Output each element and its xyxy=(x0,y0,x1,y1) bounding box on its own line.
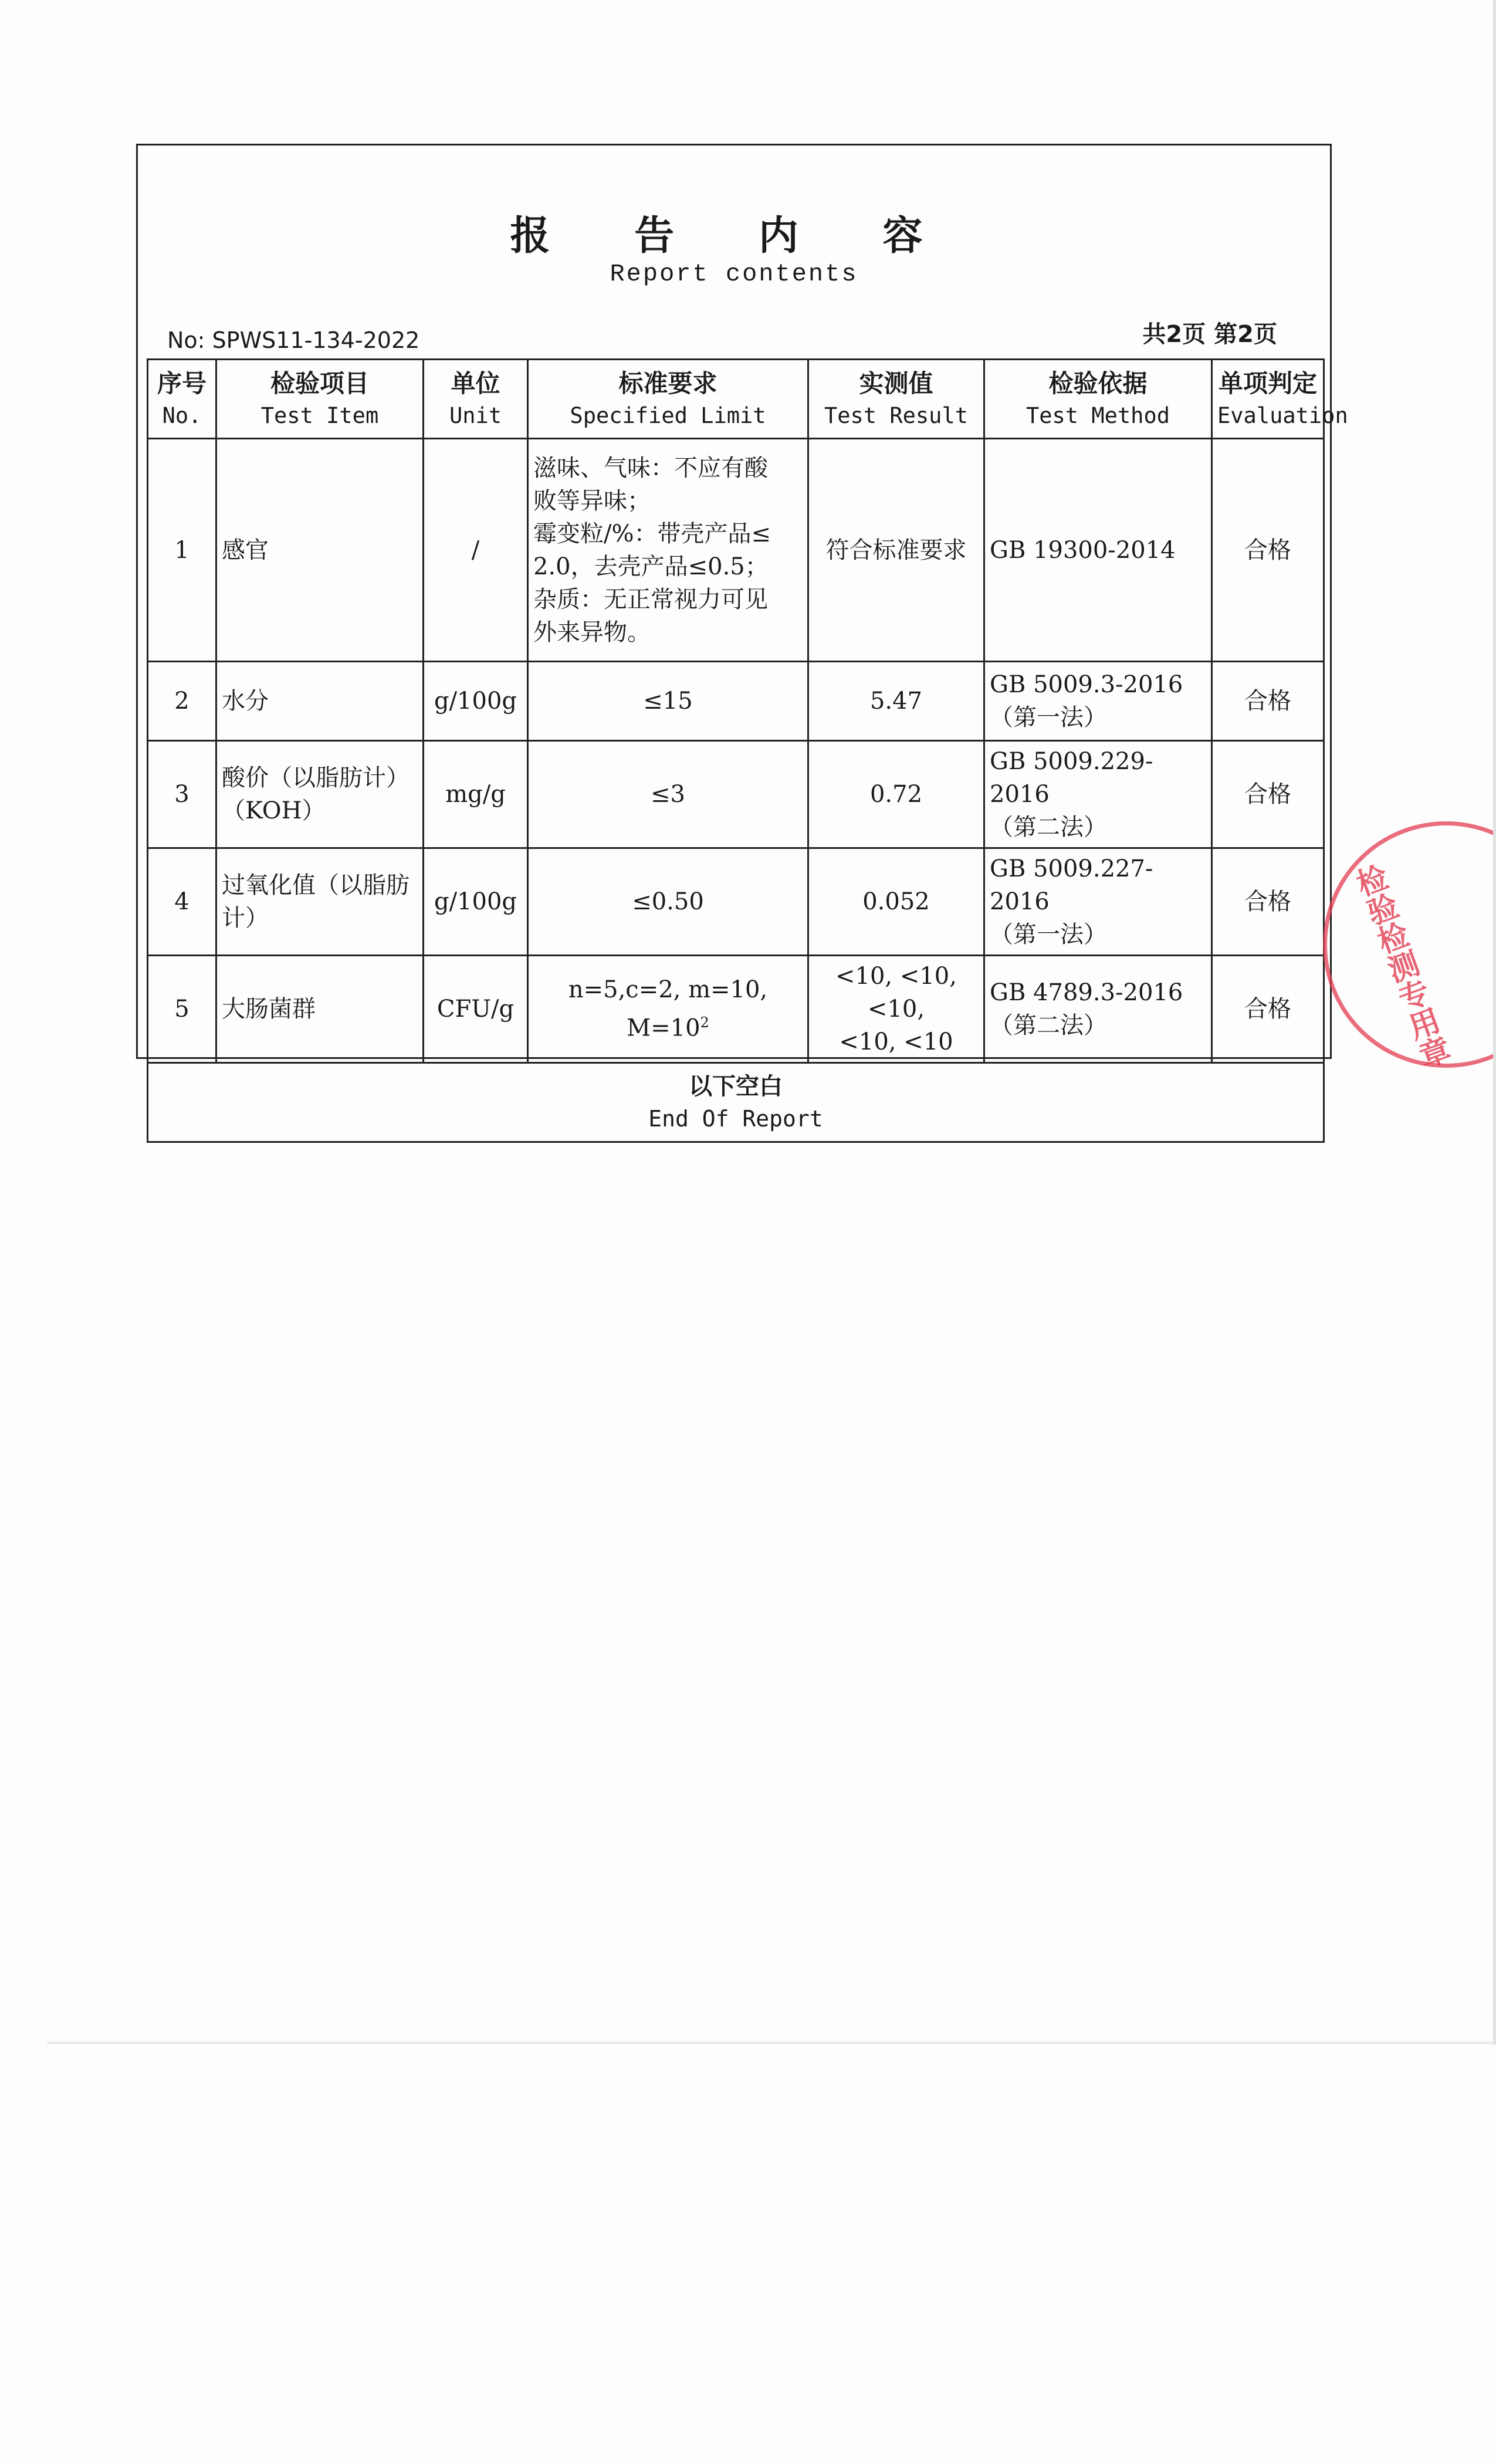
table-header-row xyxy=(148,360,1324,439)
row-item: 大肠菌群 xyxy=(216,956,424,1063)
table-row xyxy=(148,848,1324,956)
end-of-report: 以下空白 End Of Report xyxy=(148,1063,1324,1142)
table-footer-row xyxy=(148,1063,1324,1142)
row-result: 符合标准要求 xyxy=(808,439,984,662)
row-result: 0.052 xyxy=(808,848,984,956)
col-header-unit: 单位 Unit xyxy=(424,360,528,439)
page-info: 共2页 第2页 xyxy=(1142,321,1277,348)
row-unit: / xyxy=(424,439,528,662)
scan-edge-line xyxy=(47,2042,1496,2044)
table-row xyxy=(148,741,1324,848)
row-item: 感官 xyxy=(216,439,424,662)
row-limit: ≤15 xyxy=(528,662,808,741)
row-no: 2 xyxy=(148,662,216,741)
row-result: 5.47 xyxy=(808,662,984,741)
col-header-item: 检验项目 Test Item xyxy=(216,360,424,439)
row-unit: g/100g xyxy=(424,848,528,956)
row-no: 4 xyxy=(148,848,216,956)
report-title-cn: 报 告 内 容 xyxy=(510,213,958,259)
row-method: GB 5009.229-2016 （第二法） xyxy=(984,741,1212,848)
row-unit: CFU/g xyxy=(424,956,528,1063)
table-row xyxy=(148,662,1324,741)
table-row xyxy=(148,956,1324,1063)
row-unit: mg/g xyxy=(424,741,528,848)
row-limit: 滋味、气味：不应有酸 败等异味； 霉变粒/%：带壳产品≤ 2.0，去壳产品≤0.5； 杂质：无正常视力可见 外来异物。 xyxy=(528,439,808,662)
row-item: 过氧化值（以脂肪 计） xyxy=(216,848,424,956)
row-evaluation: 合格 xyxy=(1212,741,1324,848)
row-limit: n=5,c=2, m=10, $M=10^2$ xyxy=(528,956,808,1063)
row-evaluation: 合格 xyxy=(1212,439,1324,662)
row-item: 酸价（以脂肪计） （KOH） xyxy=(216,741,424,848)
row-no: 1 xyxy=(148,439,216,662)
row-no: 3 xyxy=(148,741,216,848)
report-frame xyxy=(136,144,1348,1132)
col-header-no: 序号 No. xyxy=(148,360,216,439)
results-table xyxy=(147,358,1348,1143)
row-method: GB 19300-2014 xyxy=(984,439,1212,662)
row-result: 0.72 xyxy=(808,741,984,848)
stamp-text: 检验检测专用章 xyxy=(1347,861,1454,1074)
row-item: 水分 xyxy=(216,662,424,741)
row-evaluation: 合格 xyxy=(1212,662,1324,741)
scan-side-line xyxy=(1493,0,1496,2045)
col-header-method: 检验依据 Test Method xyxy=(984,360,1212,439)
row-result: <10, <10, <10, <10, <10 xyxy=(808,956,984,1063)
table-row xyxy=(148,439,1324,662)
col-header-limit: 标准要求 Specified Limit xyxy=(528,360,808,439)
report-number: No: SPWS11-134-2022 xyxy=(167,327,420,353)
row-unit: g/100g xyxy=(424,662,528,741)
row-method: GB 5009.227-2016 （第一法） xyxy=(984,848,1212,956)
row-evaluation: 合格 xyxy=(1212,848,1324,956)
row-limit: ≤0.50 xyxy=(528,848,808,956)
row-method: GB 5009.3-2016 （第一法） xyxy=(984,662,1212,741)
col-header-evaluation: 单项判定 Evaluation xyxy=(1212,360,1324,439)
col-header-result: 实测值 Test Result xyxy=(808,360,984,439)
row-method: GB 4789.3-2016 （第二法） xyxy=(984,956,1212,1063)
row-limit: ≤3 xyxy=(528,741,808,848)
report-title-en: Report contents xyxy=(610,260,858,288)
row-evaluation: 合格 xyxy=(1212,956,1324,1063)
row-no: 5 xyxy=(148,956,216,1063)
